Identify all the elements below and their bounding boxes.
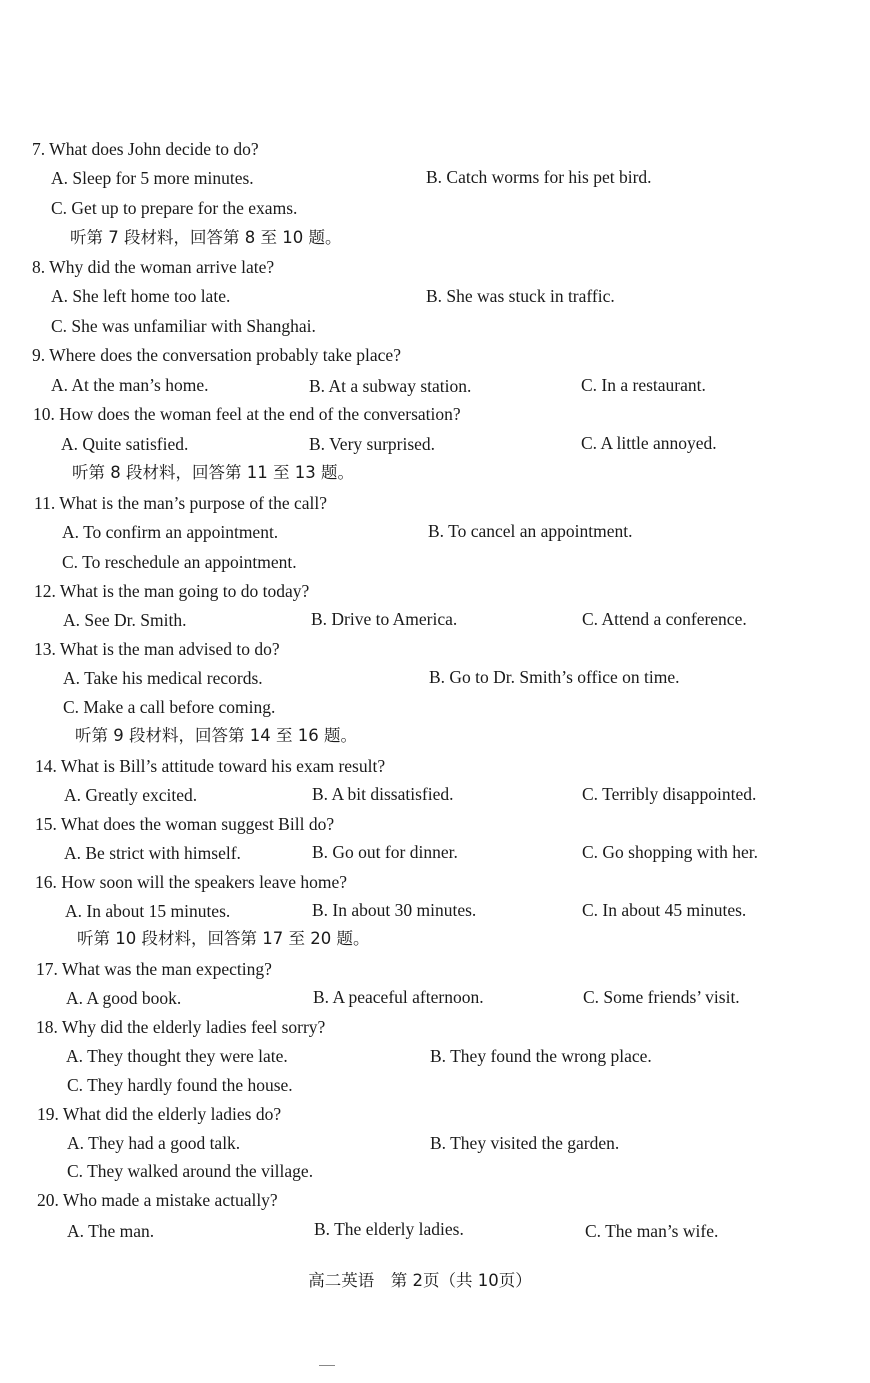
question-13-option-a: A. Take his medical records. <box>63 668 263 688</box>
question-19-option-a: A. They had a good talk. <box>67 1133 241 1153</box>
question-18-option-a: A. They thought they were late. <box>66 1046 288 1066</box>
question-15-option-b: B. Go out for dinner. <box>312 842 458 862</box>
question-16-option-a: A. In about 15 minutes. <box>65 901 231 921</box>
question-17-option-b: B. A peaceful afternoon. <box>313 987 484 1007</box>
question-14-option-c: C. Terribly disappointed. <box>582 784 757 804</box>
question-7-option-c: C. Get up to prepare for the exams. <box>51 198 298 218</box>
question-16-option-b: B. In about 30 minutes. <box>312 900 477 920</box>
question-8-stem: 8. Why did the woman arrive late? <box>32 257 275 277</box>
question-9-option-b: B. At a subway station. <box>309 376 472 396</box>
question-11-option-b: B. To cancel an appointment. <box>428 521 633 541</box>
question-13-stem: 13. What is the man advised to do? <box>34 639 280 659</box>
question-7-option-a: A. Sleep for 5 more minutes. <box>51 168 254 188</box>
question-17-option-a: A. A good book. <box>66 988 182 1008</box>
question-7-option-b: B. Catch worms for his pet bird. <box>426 167 652 187</box>
question-15-option-a: A. Be strict with himself. <box>64 843 241 863</box>
question-11-option-c: C. To reschedule an appointment. <box>62 552 297 572</box>
question-8-option-a: A. She left home too late. <box>51 286 231 306</box>
question-12-option-a: A. See Dr. Smith. <box>63 610 187 630</box>
section-instruction-9: 听第 9 段材料，回答第 14 至 16 题。 <box>75 726 357 745</box>
question-8-option-b: B. She was stuck in traffic. <box>426 286 615 306</box>
question-13-option-c: C. Make a call before coming. <box>63 697 276 717</box>
question-10-option-c: C. A little annoyed. <box>581 433 717 453</box>
section-instruction-10: 听第 10 段材料，回答第 17 至 20 题。 <box>77 929 370 948</box>
question-16-option-c: C. In about 45 minutes. <box>582 900 747 920</box>
question-17-option-c: C. Some friends’ visit. <box>583 987 740 1007</box>
question-10-option-b: B. Very surprised. <box>309 434 436 454</box>
question-17-stem: 17. What was the man expecting? <box>36 959 272 979</box>
question-14-stem: 14. What is Bill’s attitude toward his exam result? <box>35 756 386 776</box>
question-18-option-b: B. They found the wrong place. <box>430 1046 652 1066</box>
question-12-option-b: B. Drive to America. <box>311 609 458 629</box>
section-instruction-7: 听第 7 段材料，回答第 8 至 10 题。 <box>70 228 342 247</box>
question-9-stem: 9. Where does the conversation probably take place? <box>32 345 401 365</box>
question-11-option-a: A. To confirm an appointment. <box>62 522 279 542</box>
scan-mark <box>319 1365 335 1366</box>
question-19-option-c: C. They walked around the village. <box>67 1161 314 1181</box>
page-footer: 高二英语 第 2页（共 10页） <box>308 1271 532 1290</box>
question-7-stem: 7. What does John decide to do? <box>32 139 259 159</box>
question-10-stem: 10. How does the woman feel at the end of the conversation? <box>33 404 461 424</box>
question-8-option-c: C. She was unfamiliar with Shanghai. <box>51 316 316 336</box>
question-20-option-c: C. The man’s wife. <box>585 1221 719 1241</box>
question-9-option-c: C. In a restaurant. <box>581 375 706 395</box>
question-18-option-c: C. They hardly found the house. <box>67 1075 293 1095</box>
question-12-option-c: C. Attend a conference. <box>582 609 747 629</box>
question-19-stem: 19. What did the elderly ladies do? <box>37 1104 282 1124</box>
question-10-option-a: A. Quite satisfied. <box>61 434 189 454</box>
question-13-option-b: B. Go to Dr. Smith’s office on time. <box>429 667 680 687</box>
question-20-option-a: A. The man. <box>67 1221 155 1241</box>
question-19-option-b: B. They visited the garden. <box>430 1133 620 1153</box>
section-instruction-8: 听第 8 段材料，回答第 11 至 13 题。 <box>72 463 354 482</box>
question-15-option-c: C. Go shopping with her. <box>582 842 758 862</box>
question-20-stem: 20. Who made a mistake actually? <box>37 1190 278 1210</box>
question-14-option-b: B. A bit dissatisfied. <box>312 784 454 804</box>
question-12-stem: 12. What is the man going to do today? <box>34 581 310 601</box>
question-15-stem: 15. What does the woman suggest Bill do? <box>35 814 335 834</box>
question-11-stem: 11. What is the man’s purpose of the call? <box>34 493 328 513</box>
question-14-option-a: A. Greatly excited. <box>64 785 198 805</box>
question-9-option-a: A. At the man’s home. <box>51 375 209 395</box>
question-16-stem: 16. How soon will the speakers leave home? <box>35 872 348 892</box>
question-20-option-b: B. The elderly ladies. <box>314 1219 464 1239</box>
question-18-stem: 18. Why did the elderly ladies feel sorry? <box>36 1017 326 1037</box>
